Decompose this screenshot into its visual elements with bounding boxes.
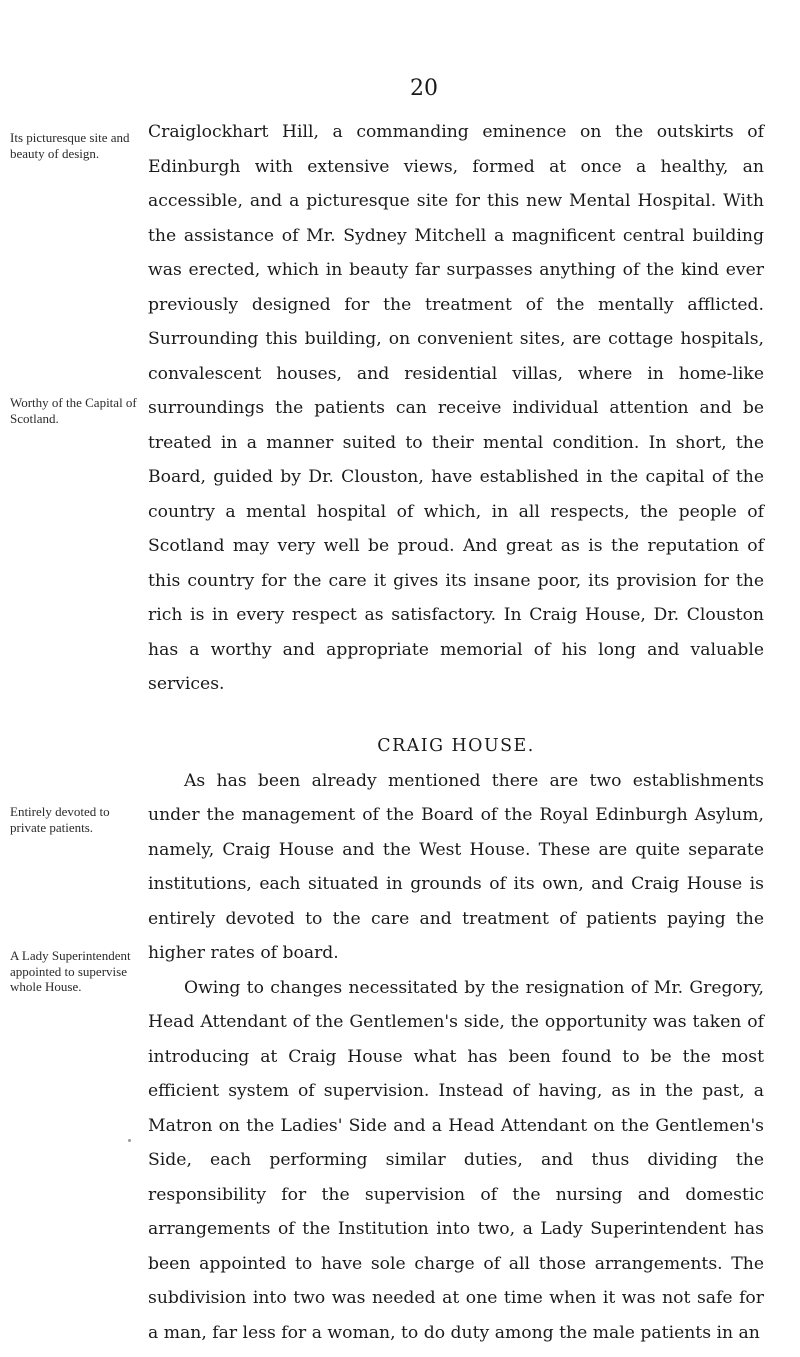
margin-note-capital: Worthy of the Capital of Scotland. <box>10 395 137 426</box>
body-text-section <box>148 729 764 1350</box>
paragraph: As has been already mentioned there are two establishments under the management of the Board of the Royal Edinburgh Asylum, namely, Craig House and the West House. These are quite separate institutions, each situated in grounds of its own, and Craig House is entirely devoted to the care and treatment of patients paying the higher rates of board. <box>148 770 764 963</box>
page-number: 20 <box>410 76 438 101</box>
margin-note-superintendent: A Lady Superintendent appointed to supervise whole House. <box>10 948 131 994</box>
margin-note-site: Its picturesque site and beauty of design. <box>10 130 130 161</box>
paragraph: Craiglockhart Hill, a commanding eminence on the outskirts of Edinburgh with extensive views, formed at once a healthy, an accessible, and a picturesque site for this new Mental Hospital. With the assistance of Mr. Sydney Mitchell a magnificent central building was erected, which in beauty far surpasses anything of the kind ever previously designed for the treatment of the mentally afflicted. Surrounding this building, on convenient sites, are cottage hospitals, convalescent houses, and residential villas, where in home-like surroundings the patients can receive individual attention and be treated in a manner suited to their mental condition. In short, the Board, guided by Dr. Clouston, have established in the capital of the country a mental hospital of which, in all respects, the people of Scotland may very well be proud. And great as is the reputation of this country for the care it gives its insane poor, its provision for the rich is in every respect as satisfactory. In Craig House, Dr. Clouston has a worthy and appropriate memorial of his long and valuable services. <box>148 122 764 694</box>
page-speck <box>128 1139 131 1142</box>
body-text-top <box>148 115 764 702</box>
paragraph: Owing to changes necessitated by the resignation of Mr. Gregory, Head Attendant of the Gentlemen's side, the opportunity was taken of introducing at Craig House what has been found to be the most efficient system of supervision. Instead of having, as in the past, a Matron on the Ladies' Side and a Head Attendant on the Gentlemen's Side, each performing similar duties, and thus dividing the responsibility for the supervision of the nursing and domestic arrangements of the Institution into two, a Lady Superintendent has been appointed to have sole charge of all those arrangements. The subdivision into two was needed at one time when it was not safe for a man, far less for a woman, to do duty among the male patients in an <box>148 977 764 1343</box>
margin-note-private: Entirely devoted to private patients. <box>10 804 110 835</box>
section-heading: CRAIG HOUSE. <box>377 736 535 756</box>
